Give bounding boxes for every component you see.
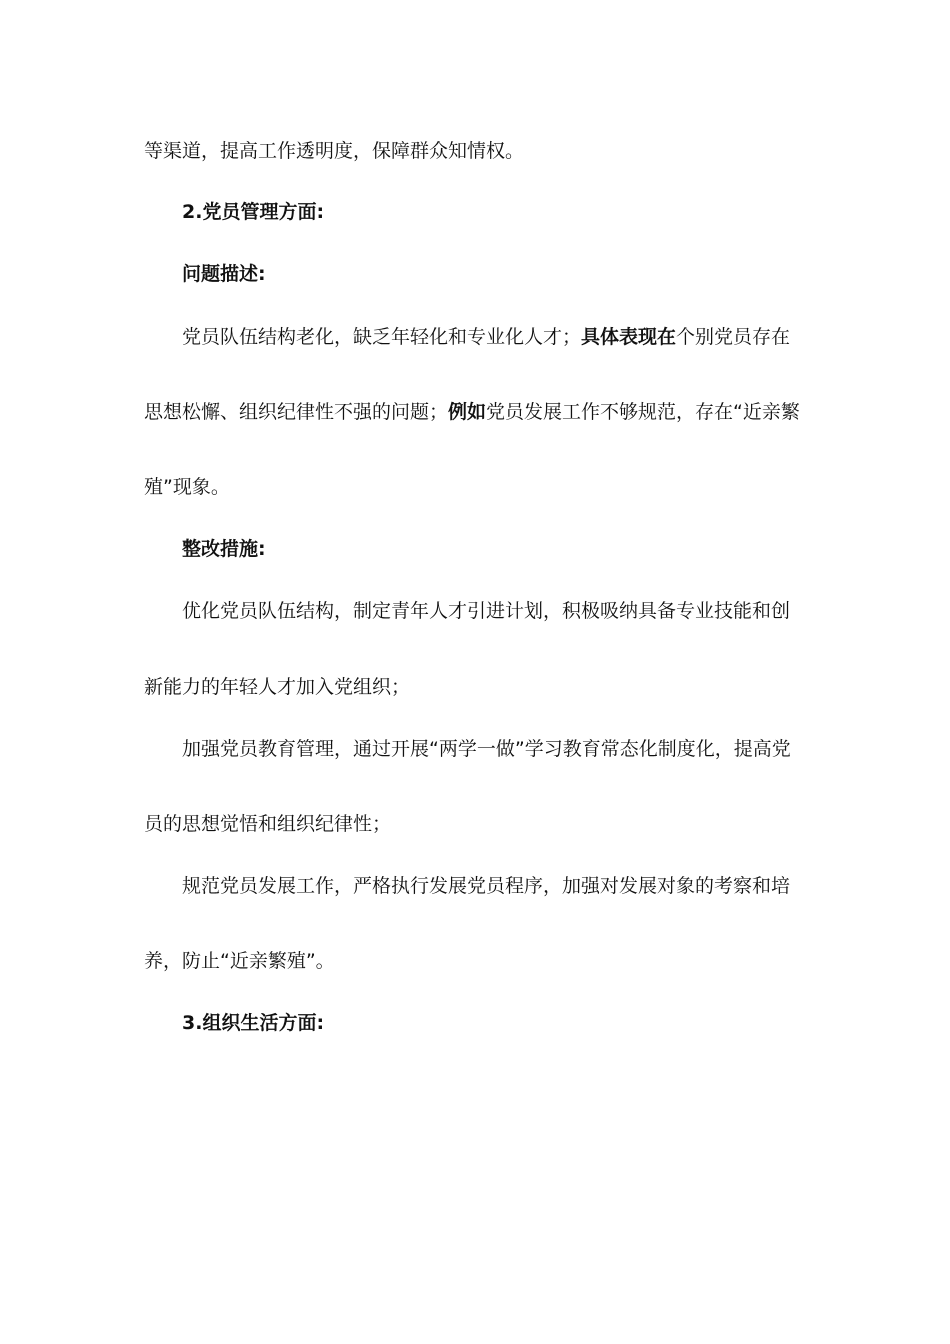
rectification-measures-label: 整改措施:	[182, 538, 266, 560]
problem-text-c: 党员发展工作不够规范，存在“近亲繁	[486, 401, 800, 423]
paragraph-continuation-line: 等渠道，提高工作透明度，保障群众知情权。	[144, 140, 525, 162]
problem-text-a: 党员队伍结构老化，缺乏年轻化和专业化人才；	[182, 326, 582, 348]
problem-description-label: 问题描述:	[182, 263, 266, 285]
problem-text-c: 个别党员存在	[676, 326, 791, 348]
emphasis-example: 例如	[448, 401, 487, 423]
emphasis-specific: 具体表现在	[581, 326, 677, 348]
measure-1-line-1: 优化党员队伍结构，制定青年人才引进计划，积极吸纳具备专业技能和创	[182, 600, 791, 622]
problem-paragraph-line-2	[144, 397, 814, 427]
measure-1-line-2: 新能力的年轻人才加入党组织；	[144, 676, 411, 698]
measure-3-line-1: 规范党员发展工作，严格执行发展党员程序，加强对发展对象的考察和培	[182, 875, 791, 897]
problem-text-a: 思想松懈、组织纪律性不强的问题；	[144, 401, 449, 423]
section-3-heading: 3.组织生活方面:	[182, 1012, 325, 1034]
measure-3-line-2: 养，防止“近亲繁殖”。	[144, 950, 335, 972]
problem-paragraph-line-3: 殖”现象。	[144, 476, 230, 498]
section-2-heading: 2.党员管理方面:	[182, 201, 325, 223]
measure-2-line-2: 员的思想觉悟和组织纪律性；	[144, 813, 392, 835]
problem-paragraph-line-1	[182, 322, 814, 352]
measure-2-line-1: 加强党员教育管理，通过开展“两学一做”学习教育常态化制度化，提高党	[182, 738, 791, 760]
